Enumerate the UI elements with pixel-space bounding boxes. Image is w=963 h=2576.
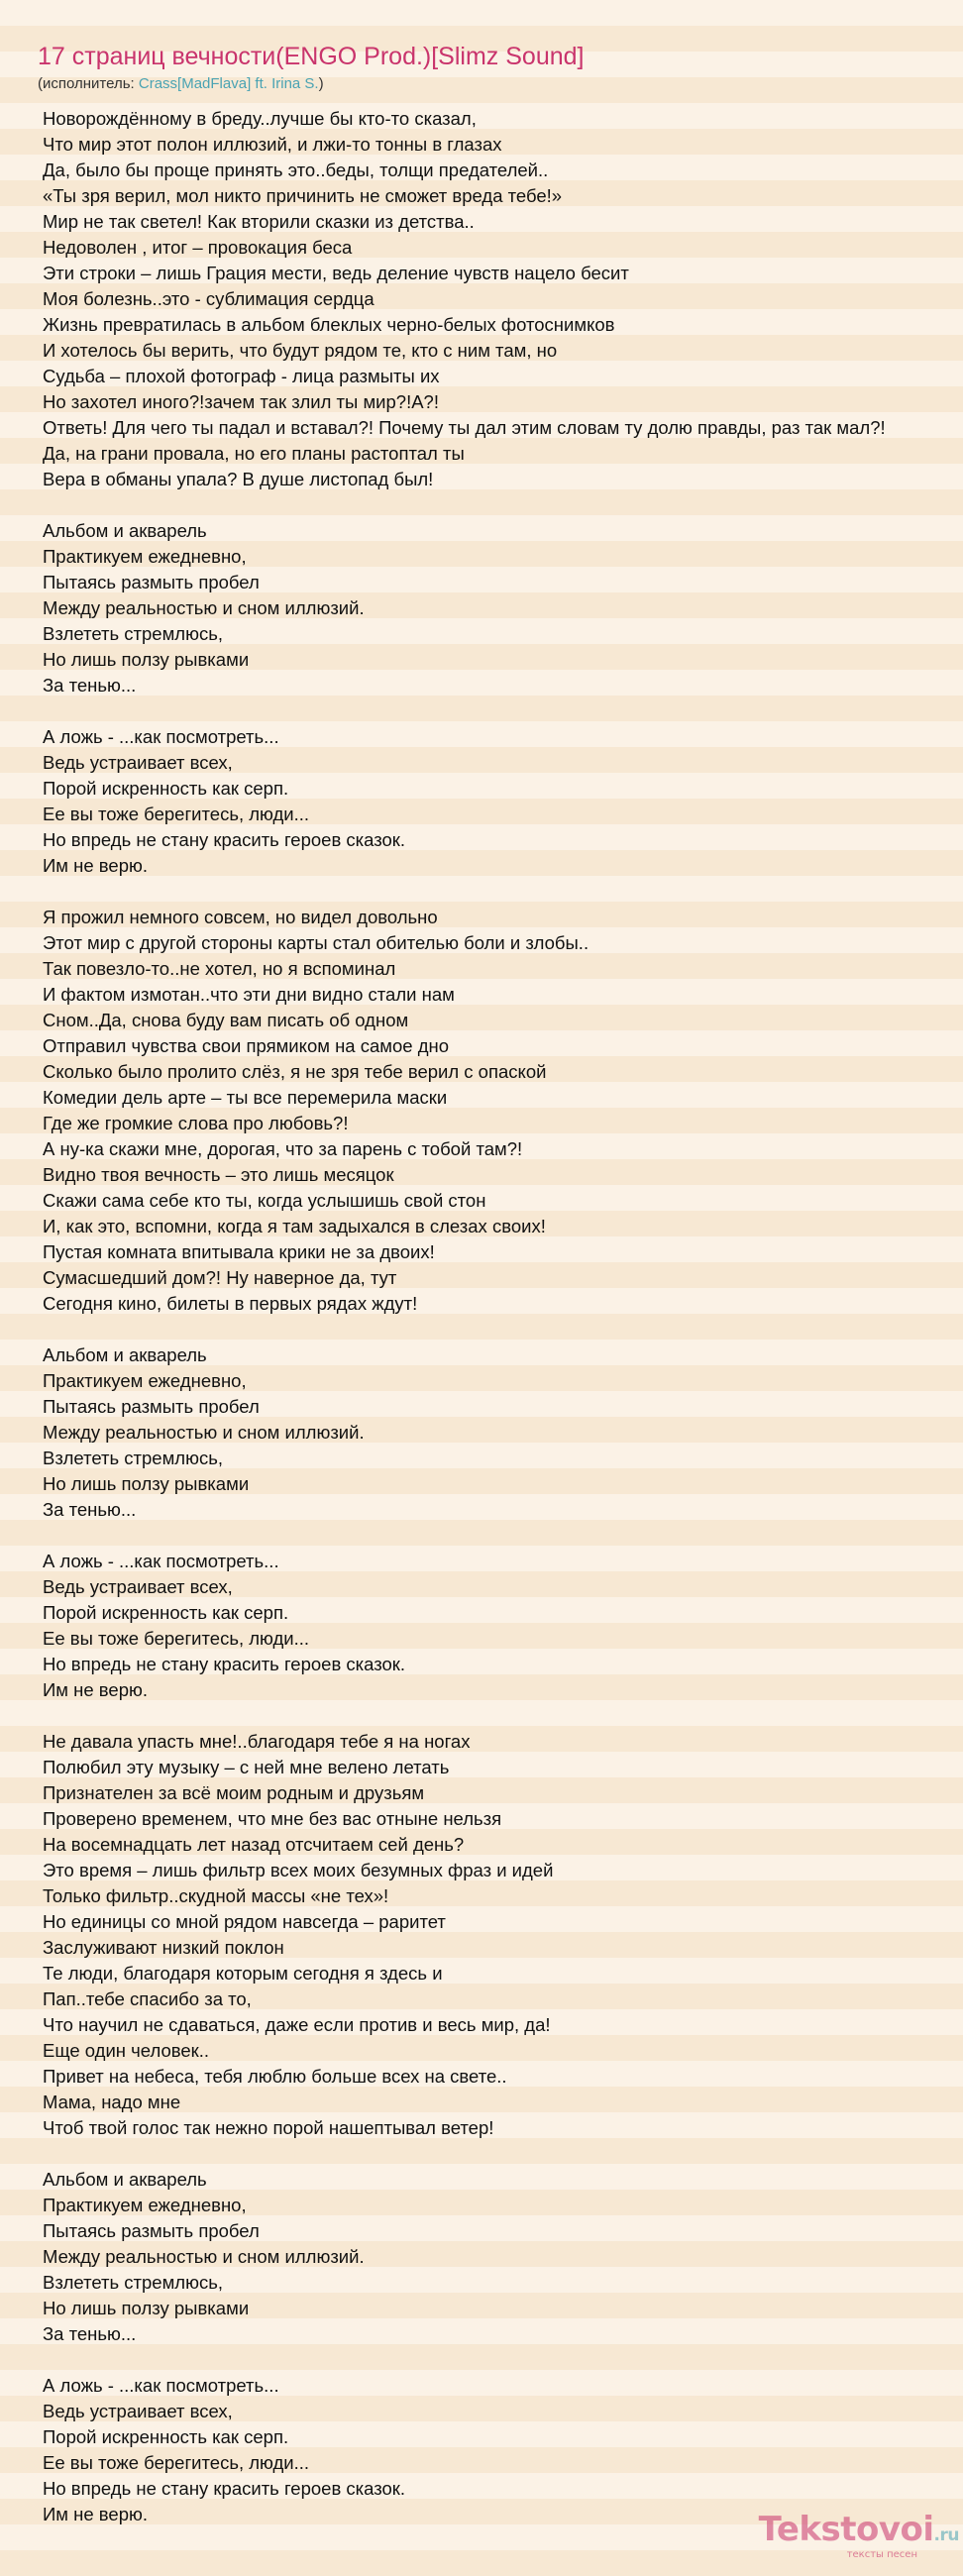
lyric-line: И хотелось бы верить, что будут рядом те, кто с ним там, но: [43, 340, 558, 361]
lyric-line: Сегодня кино, билеты в первых рядах ждут!: [43, 1293, 418, 1314]
lyric-line: Этот мир с другой стороны карты стал обителью боли и злобы..: [43, 932, 589, 953]
lyric-line: Между реальностью и сном иллюзий.: [43, 2246, 365, 2267]
lyric-line: Но впредь не стану красить героев сказок.: [43, 1654, 406, 1674]
lyric-line: А ну-ка скажи мне, дорогая, что за парень с тобой там?!: [43, 1138, 523, 1159]
lyric-line: Взлететь стремлюсь,: [43, 1448, 223, 1468]
lyric-line: Ее вы тоже берегитесь, люди...: [43, 1628, 310, 1649]
lyric-line: Пап..тебе спасибо за то,: [43, 1988, 252, 2009]
watermark-brand: Tekstovoi: [758, 2510, 934, 2549]
lyric-line: Чтоб твой голос так нежно порой нашептывал ветер!: [43, 2117, 494, 2138]
lyric-line: Между реальностью и сном иллюзий.: [43, 597, 365, 618]
lyric-line: Еще один человек..: [43, 2040, 210, 2061]
lyric-line: Но впредь не стану красить героев сказок.: [43, 829, 406, 850]
lyric-line: Но захотел иного?!зачем так злил ты мир?!А?!: [43, 391, 439, 412]
lyric-line: Практикуем ежедневно,: [43, 1370, 247, 1391]
lyric-line: Сном..Да, снова буду вам писать об одном: [43, 1010, 409, 1030]
lyric-line: Вера в обманы упала? В душе листопад был!: [43, 469, 434, 489]
lyric-line: Ведь устраивает всех,: [43, 1576, 233, 1597]
lyric-line: Взлететь стремлюсь,: [43, 2272, 223, 2293]
lyric-line: Те люди, благодаря которым сегодня я здесь и: [43, 1963, 443, 1984]
watermark-logo: [759, 2512, 959, 2553]
lyric-line: Признателен за всё моим родным и друзьям: [43, 1782, 425, 1803]
lyric-line: Мир не так светел! Как вторили сказки из детства..: [43, 211, 475, 232]
lyric-line: За тенью...: [43, 675, 137, 696]
lyric-line: Недоволен , итог – провокация беса: [43, 237, 353, 258]
lyrics-body: [43, 106, 959, 2527]
lyric-line: Новорождённому в бреду..лучше бы кто-то сказал,: [43, 108, 477, 129]
lyric-line: Что мир этот полон иллюзий, и лжи-то тонны в глазах: [43, 134, 502, 155]
lyric-line: Заслуживают низкий поклон: [43, 1937, 284, 1958]
lyric-line: Пытаясь размыть пробел: [43, 1396, 260, 1417]
artist-link[interactable]: Crass[MadFlava] ft. Irina S.: [138, 75, 319, 92]
lyric-line: Не давала упасть мне!..благодаря тебе я на ногах: [43, 1731, 471, 1752]
lyric-line: Мама, надо мне: [43, 2092, 181, 2112]
lyric-line: Так повезло-то..не хотел, но я вспоминал: [43, 958, 396, 979]
lyric-line: Судьба – плохой фотограф - лица размыты их: [43, 366, 440, 386]
lyric-line: Между реальностью и сном иллюзий.: [43, 1422, 365, 1443]
lyrics-stanza: [43, 724, 959, 879]
lyric-line: Где же громкие слова про любовь?!: [43, 1113, 349, 1133]
lyrics-stanza: [43, 905, 959, 1317]
lyrics-stanza: [43, 2167, 959, 2347]
lyric-line: Сумасшедший дом?! Ну наверное да, тут: [43, 1267, 397, 1288]
watermark-tagline: тексты песен: [846, 2549, 917, 2560]
lyric-line: Ведь устраивает всех,: [43, 2401, 233, 2421]
lyrics-stanza: [43, 1729, 959, 2141]
lyric-line: За тенью...: [43, 1499, 137, 1520]
site-watermark: [759, 2512, 959, 2560]
lyric-line: Отправил чувства свои прямиком на самое дно: [43, 1035, 450, 1056]
lyric-line: Но лишь ползу рывками: [43, 649, 250, 670]
lyric-line: Только фильтр..скудной массы «не тех»!: [43, 1885, 389, 1906]
lyric-line: Эти строки – лишь Грация мести, ведь деление чувств нацело бесит: [43, 263, 629, 283]
lyric-line: Ответь! Для чего ты падал и вставал?! Почему ты дал этим словам ту долю правды, раз так мал?!: [43, 417, 886, 438]
lyric-line: Сколько было пролито слёз, я не зря тебе верил с опаской: [43, 1061, 547, 1082]
lyric-line: Пустая комната впитывала крики не за двоих!: [43, 1241, 435, 1262]
lyric-line: Но лишь ползу рывками: [43, 1473, 250, 1494]
song-title: 17 страниц вечности(ENGO Prod.)[Slimz Sound]: [38, 43, 585, 70]
lyric-line: Да, было бы проще принять это..беды, толщи предателей..: [43, 160, 549, 180]
lyric-line: Практикуем ежедневно,: [43, 2195, 247, 2215]
lyric-line: Практикуем ежедневно,: [43, 546, 247, 567]
lyric-line: Скажи сама себе кто ты, когда услышишь свой стон: [43, 1190, 486, 1211]
lyric-line: Проверено временем, что мне без вас отныне нельзя: [43, 1808, 502, 1829]
lyric-line: Пытаясь размыть пробел: [43, 572, 260, 592]
lyric-line: Порой искренность как серп.: [43, 778, 289, 799]
lyric-line: Но впредь не стану красить героев сказок.: [43, 2478, 406, 2499]
lyric-line: Комедии дель арте – ты все перемерила маски: [43, 1087, 448, 1108]
lyric-line: На восемнадцать лет назад отсчитаем сей день?: [43, 1834, 465, 1855]
lyric-line: Пытаясь размыть пробел: [43, 2220, 260, 2241]
lyrics-stanza: [43, 518, 959, 698]
lyric-line: Им не верю.: [43, 1679, 149, 1700]
lyric-line: Взлететь стремлюсь,: [43, 623, 223, 644]
lyric-line: Ведь устраивает всех,: [43, 752, 233, 773]
lyric-line: А ложь - ...как посмотреть...: [43, 726, 279, 747]
lyric-line: Альбом и акварель: [43, 1344, 207, 1365]
watermark-suffix: .ru: [933, 2525, 959, 2545]
lyric-line: За тенью...: [43, 2323, 137, 2344]
lyric-line: Им не верю.: [43, 855, 149, 876]
lyrics-stanza: [43, 106, 959, 492]
lyric-line: Им не верю.: [43, 2504, 149, 2524]
artist-prefix: (исполнитель:: [38, 75, 139, 92]
lyrics-stanza: [43, 1342, 959, 1523]
lyric-line: Привет на небеса, тебя люблю больше всех на свете..: [43, 2066, 507, 2087]
lyric-line: Жизнь превратилась в альбом блеклых черно-белых фотоснимков: [43, 314, 615, 335]
lyric-line: Ее вы тоже берегитесь, люди...: [43, 804, 310, 824]
lyric-line: Видно твоя вечность – это лишь месяцок: [43, 1164, 394, 1185]
lyrics-stanza: [43, 1549, 959, 1703]
lyric-line: Ее вы тоже берегитесь, люди...: [43, 2452, 310, 2473]
artist-suffix: ): [318, 75, 324, 92]
lyric-line: Но лишь ползу рывками: [43, 2298, 250, 2318]
lyric-line: И, как это, вспомни, когда я там задыхался в слезах своих!: [43, 1216, 546, 1236]
lyric-line: Альбом и акварель: [43, 2169, 207, 2190]
lyrics-stanza: [43, 2373, 959, 2527]
artist-line: [38, 74, 959, 94]
lyric-line: Моя болезнь..это - сублимация сердца: [43, 288, 374, 309]
lyric-line: А ложь - ...как посмотреть...: [43, 1551, 279, 1571]
lyric-line: Что научил не сдаваться, даже если против и весь мир, да!: [43, 2014, 551, 2035]
lyric-line: Но единицы со мной рядом навсегда – раритет: [43, 1911, 446, 1932]
lyric-line: И фактом измотан..что эти дни видно стали нам: [43, 984, 455, 1005]
lyric-line: Полюбил эту музыку – с ней мне велено летать: [43, 1757, 450, 1777]
lyric-line: Это время – лишь фильтр всех моих безумных фраз и идей: [43, 1860, 554, 1880]
lyric-line: «Ты зря верил, мол никто причинить не сможет вреда тебе!»: [43, 185, 563, 206]
lyric-line: А ложь - ...как посмотреть...: [43, 2375, 279, 2396]
lyric-line: Порой искренность как серп.: [43, 2426, 289, 2447]
lyrics-page: [38, 42, 959, 2553]
lyric-line: Альбом и акварель: [43, 520, 207, 541]
lyric-line: Да, на грани провала, но его планы растоптал ты: [43, 443, 465, 464]
lyric-line: Я прожил немного совсем, но видел довольно: [43, 907, 438, 927]
lyric-line: Порой искренность как серп.: [43, 1602, 289, 1623]
